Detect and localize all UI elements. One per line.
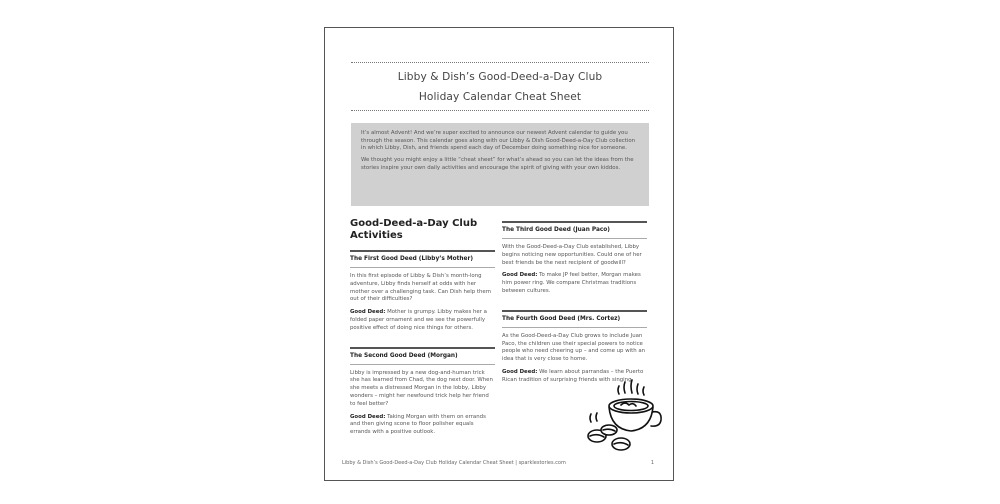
deed-title: The Fourth Good Deed (Mrs. Cortez) [502,310,647,328]
deed-summary: As the Good-Deed-a-Day Club grows to include Juan Paco, the children use their special powers to notice people who need cheering up – and come up with an idea that is very close to home. [502,332,646,363]
page-footer [342,460,654,466]
good-deed-label: Good Deed: [350,413,386,420]
document-title-line2: Holiday Calendar Cheat Sheet [418,91,582,103]
good-deed-text: We learn about parrandas – the Puerto Rican tradition of surprising friends with singing. [502,368,644,383]
intro-paragraph-2: We thought you might enjoy a little “cheat sheet” for what’s ahead so you can let the ideas from the stories inspire your own daily activities and encourage the spirit of giving with your own kiddos. [361,157,634,171]
deed-good-deed [350,309,495,332]
good-deed-text: Taking Morgan with them on errands and then giving scone to floor polisher equals errands with a positive outlook. [350,413,486,436]
right-column [502,221,647,399]
deed-summary: Libby is impressed by a new dog-and-human trick she has learned from Chad, the dog next door. When she meets a distressed Morgan in the lobby, Libby wonders – might her newfound trick help her friend to feel better? [350,369,493,407]
deed-section-4 [502,310,647,385]
good-deed-label: Good Deed: [350,309,386,316]
deed-title: The Second Good Deed (Morgan) [350,347,495,365]
deed-good-deed [350,414,495,437]
good-deed-text: To make JP feel better, Morgan makes him power ring. We compare Christmas traditions between cultures. [502,272,641,294]
deed-good-deed [502,272,647,295]
deed-section-2 [350,347,495,437]
good-deed-text: Mother is grumpy. Libby makes her a folded paper ornament and we see the powerfully positive effect of doing nice things for others. [350,309,487,331]
document-page [324,27,674,481]
left-column [350,218,495,451]
title-block [351,62,649,111]
section-heading: Good-Deed-a-Day Club Activities [350,218,478,241]
footer-text: Libby & Dish’s Good-Deed-a-Day Club Holiday Calendar Cheat Sheet | sparklestories.com [342,460,566,466]
document-title-line1: Libby & Dish’s Good-Deed-a-Day Club [397,71,603,83]
dotted-divider-bottom [351,110,649,111]
good-deed-label: Good Deed: [502,368,538,375]
intro-paragraph-1: It’s almost Advent! And we’re super excited to announce our newest Advent calendar to guide you through the season. This calendar goes along with our Libby & Dish Good-Deed-a-Day Club collection in which Libby, Dish, and friends spend each day of December doing something nice for someone. [361,130,636,152]
coffee-cup-with-beans-icon [577,376,665,454]
deed-summary: With the Good-Deed-a-Day Club established, Libby begins noticing new opportunities. Could one of her best friends be the next recipient of goodwill? [502,244,642,266]
deed-title: The First Good Deed (Libby’s Mother) [350,250,495,268]
good-deed-label: Good Deed: [502,272,538,279]
deed-section-1 [350,250,495,333]
page-number: 1 [650,460,654,466]
deed-summary: In this first episode of Libby & Dish’s month-long adventure, Libby finds herself at odds with her mother over a challenging task. Can Dish help them out of their difficulties? [350,273,491,303]
deed-title: The Third Good Deed (Juan Paco) [502,221,647,239]
deed-section-3 [502,221,647,296]
intro-box [351,123,649,206]
